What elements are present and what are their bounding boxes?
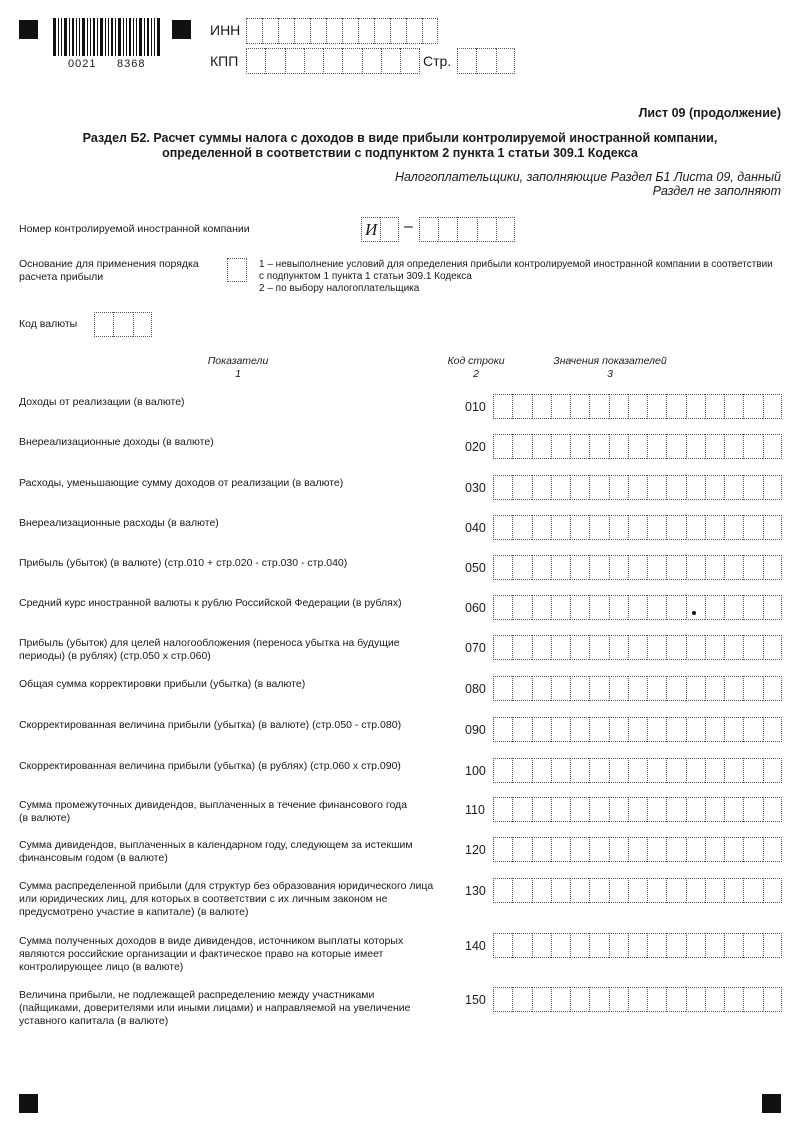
column-header-code: Код строки <box>447 355 505 367</box>
barcode-number-right: 8368 <box>117 58 146 70</box>
indicator-label-030-line-1: Расходы, уменьшающие сумму доходов от реализации (в валюте) <box>19 477 344 489</box>
indicator-label-010-line-1: Доходы от реализации (в валюте) <box>19 396 185 408</box>
row-code-120: 120 <box>465 843 486 857</box>
row-code-070: 070 <box>465 641 486 655</box>
page-label: Стр. <box>423 53 452 69</box>
barcode-number-left: 0021 <box>68 58 97 70</box>
basis-option-1-line-2: с подпунктом 1 пункта 1 статьи 309.1 Кодекса <box>259 271 472 282</box>
value-field-070[interactable] <box>493 635 782 660</box>
indicator-label-050-line-1: Прибыль (убыток) (в валюте) (стр.010 + стр.020 - стр.030 - стр.040) <box>19 557 348 569</box>
currency-field[interactable] <box>94 312 152 337</box>
row-code-100: 100 <box>465 764 486 778</box>
row-code-040: 040 <box>465 521 486 535</box>
corner-marker-top-right <box>172 20 191 39</box>
company-number-dash: – <box>404 218 413 235</box>
decimal-separator-dot <box>692 611 696 615</box>
column-header-values-num: 3 <box>607 368 613 380</box>
sheet-label: Лист 09 (продолжение) <box>638 106 781 120</box>
value-field-090[interactable] <box>493 717 782 742</box>
inn-label: ИНН <box>210 22 241 38</box>
column-header-indicators: Показатели <box>207 355 269 367</box>
company-number-label: Номер контролируемой иностранной компании <box>19 223 250 235</box>
inn-field[interactable] <box>246 18 438 44</box>
indicator-label-120-line-1: Сумма дивидендов, выплаченных в календарном году, следующем за истекшим <box>19 839 413 851</box>
indicator-label-040-line-1: Внереализационные расходы (в валюте) <box>19 517 219 529</box>
note-line-2: Раздел не заполняют <box>652 184 781 198</box>
indicator-label-140-line-3: контролирующее лицо (в валюте) <box>19 961 184 973</box>
column-header-code-num: 2 <box>473 368 479 380</box>
row-code-080: 080 <box>465 682 486 696</box>
indicator-label-150-line-3: уставного капитала (в валюте) <box>19 1015 169 1027</box>
section-title-line-2: определенной в соответствии с подпунктом 2 пункта 1 статьи 309.1 Кодекса <box>162 146 638 160</box>
page-number-field[interactable] <box>457 48 515 74</box>
indicator-label-090-line-1: Скорректированная величина прибыли (убытка) (в валюте) (стр.050 - стр.080) <box>19 719 402 731</box>
indicator-label-150-line-1: Величина прибыли, не подлежащей распределению между участниками <box>19 989 375 1001</box>
section-title-line-1: Раздел Б2. Расчет суммы налога с доходов в виде прибыли контролируемой иностранной компании, <box>82 131 718 145</box>
value-field-130[interactable] <box>493 878 782 903</box>
indicator-label-110-line-2: (в валюте) <box>19 812 71 824</box>
value-field-060[interactable] <box>493 595 782 620</box>
value-field-150[interactable] <box>493 987 782 1012</box>
value-field-100[interactable] <box>493 758 782 783</box>
kpp-field[interactable] <box>246 48 420 74</box>
row-code-050: 050 <box>465 561 486 575</box>
value-field-040[interactable] <box>493 515 782 540</box>
indicator-label-140-line-2: являются российские организации и фактическое право на которые имеет <box>19 948 384 960</box>
basis-label-line-2: расчета прибыли <box>19 271 104 283</box>
row-code-130: 130 <box>465 884 486 898</box>
company-number-prefix: И <box>365 220 378 239</box>
value-field-120[interactable] <box>493 837 782 862</box>
indicator-label-120-line-2: финансовым годом (в валюте) <box>19 852 168 864</box>
indicator-label-110-line-1: Сумма промежуточных дивидендов, выплаченных в течение финансового года <box>19 799 408 811</box>
indicator-label-070-line-1: Прибыль (убыток) для целей налогообложения (переноса убытка на будущие <box>19 637 400 649</box>
value-field-140[interactable] <box>493 933 782 958</box>
value-field-030[interactable] <box>493 475 782 500</box>
currency-label: Код валюты <box>19 318 78 330</box>
indicator-label-130-line-3: предусмотрено участие в капитале) (в валюте) <box>19 906 249 918</box>
note-line-1: Налогоплательщики, заполняющие Раздел Б1 Листа 09, данный <box>394 170 781 184</box>
basis-option-2: 2 – по выбору налогоплательщика <box>259 283 420 294</box>
basis-label-line-1: Основание для применения порядка <box>19 258 199 270</box>
row-code-010: 010 <box>465 400 486 414</box>
row-code-110: 110 <box>465 803 485 817</box>
corner-marker-top-left <box>19 20 38 39</box>
row-code-090: 090 <box>465 723 486 737</box>
indicator-label-060-line-1: Средний курс иностранной валюты к рублю Российской Федерации (в рублях) <box>19 597 402 609</box>
value-field-110[interactable] <box>493 797 782 822</box>
basis-option-1-line-1: 1 – невыполнение условий для определения прибыли контролируемой иностранной компании в соответствии <box>259 259 773 270</box>
basis-field[interactable] <box>227 258 247 282</box>
value-field-020[interactable] <box>493 434 782 459</box>
corner-marker-bottom-left <box>19 1094 38 1113</box>
corner-marker-bottom-right <box>762 1094 781 1113</box>
column-header-indicators-num: 1 <box>235 368 241 380</box>
column-header-values: Значения показателей <box>553 355 667 367</box>
company-number-field[interactable] <box>419 217 515 242</box>
row-code-020: 020 <box>465 440 486 454</box>
indicator-label-080-line-1: Общая сумма корректировки прибыли (убытка) (в валюте) <box>19 678 306 690</box>
barcode <box>53 18 165 56</box>
indicator-label-100-line-1: Скорректированная величина прибыли (убытка) (в рублях) (стр.060 х стр.090) <box>19 760 401 772</box>
row-code-030: 030 <box>465 481 486 495</box>
row-code-140: 140 <box>465 939 486 953</box>
row-code-150: 150 <box>465 993 486 1007</box>
indicator-label-130-line-1: Сумма распределенной прибыли (для структур без образования юридического лица <box>19 880 434 892</box>
indicator-label-020-line-1: Внереализационные доходы (в валюте) <box>19 436 214 448</box>
indicator-label-130-line-2: или юридических лиц, для которых в соответствии с их личным законом не <box>19 893 388 905</box>
company-number-prefix-field[interactable] <box>361 217 399 242</box>
value-field-050[interactable] <box>493 555 782 580</box>
value-field-010[interactable] <box>493 394 782 419</box>
indicator-label-070-line-2: периоды) (в рублях) (стр.050 х стр.060) <box>19 650 211 662</box>
indicator-label-150-line-2: (пайщиками, доверителями или иными лицами) и направляемой на увеличение <box>19 1002 411 1014</box>
indicator-label-140-line-1: Сумма полученных доходов в виде дивидендов, источником выплаты которых <box>19 935 404 947</box>
row-code-060: 060 <box>465 601 486 615</box>
kpp-label: КПП <box>210 53 239 69</box>
value-field-080[interactable] <box>493 676 782 701</box>
